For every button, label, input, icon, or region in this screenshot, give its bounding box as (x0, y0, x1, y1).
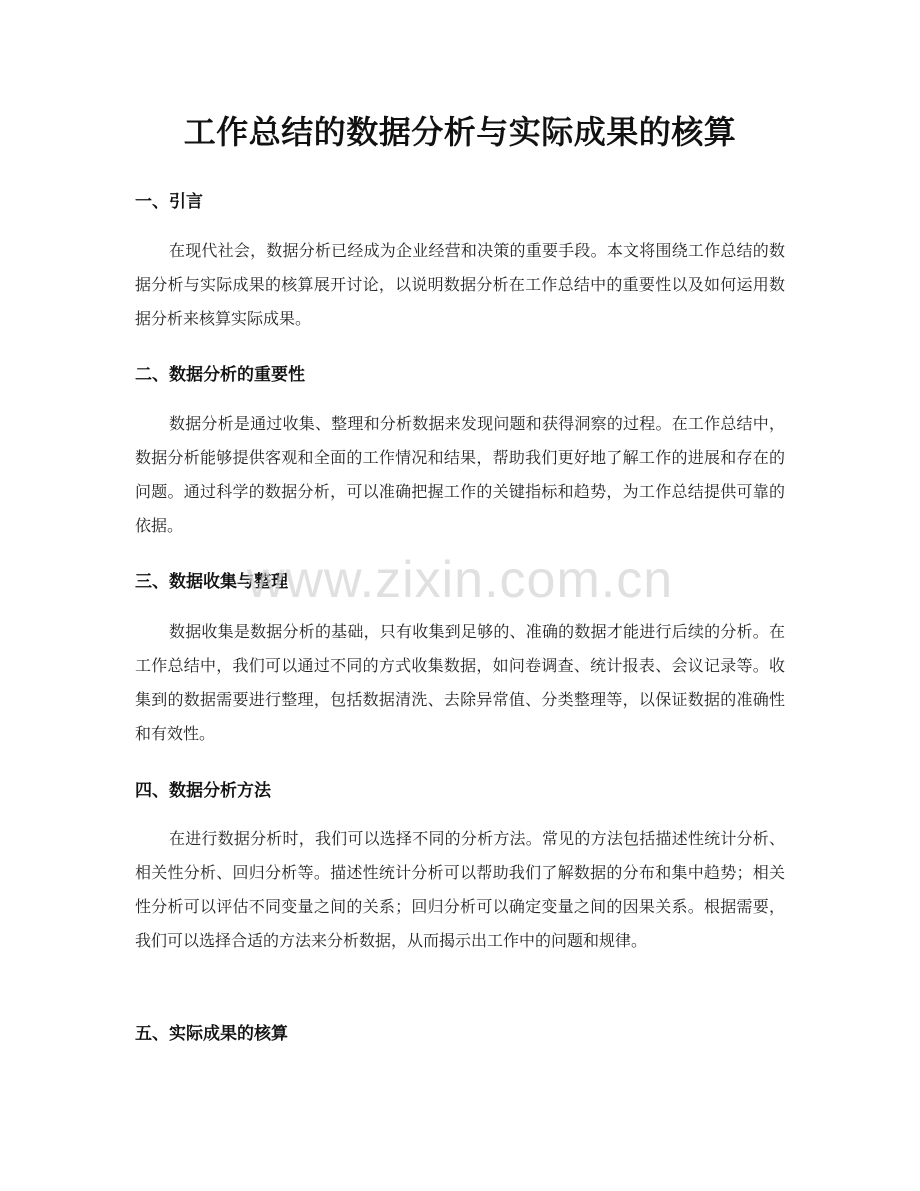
section-paragraph-introduction: 在现代社会，数据分析已经成为企业经营和决策的重要手段。本文将围绕工作总结的数据分析与实际成果的核算展开讨论，以说明数据分析在工作总结中的重要性以及如何运用数据分析来核算实际成果。 (135, 241, 785, 328)
section-heading-results: 五、实际成果的核算 (135, 1024, 288, 1044)
section-heading-introduction: 一、引言 (135, 192, 203, 212)
section-paragraph-collection: 数据收集是数据分析的基础，只有收集到足够的、准确的数据才能进行后续的分析。在工作总结中，我们可以通过不同的方式收集数据，如问卷调查、统计报表、会议记录等。收集到的数据需要进行整理，包括数据清洗、去除异常值、分类整理等，以保证数据的准确性和有效性。 (135, 622, 785, 743)
section-heading-methods: 四、数据分析方法 (135, 781, 271, 801)
section-paragraph-importance: 数据分析是通过收集、整理和分析数据来发现问题和获得洞察的过程。在工作总结中，数据分析能够提供客观和全面的工作情况和结果，帮助我们更好地了解工作的进展和存在的问题。通过科学的数据分析，可以准确把握工作的关键指标和趋势，为工作总结提供可靠的依据。 (135, 414, 785, 535)
section-heading-collection: 三、数据收集与整理 (135, 572, 288, 592)
document-title: 工作总结的数据分析与实际成果的核算 (183, 113, 737, 151)
section-heading-importance: 二、数据分析的重要性 (135, 365, 305, 385)
watermark-text: www.zixin.com.cn (246, 551, 674, 609)
section-paragraph-methods: 在进行数据分析时，我们可以选择不同的分析方法。常见的方法包括描述性统计分析、相关性分析、回归分析等。描述性统计分析可以帮助我们了解数据的分布和集中趋势；相关性分析可以评估不同变量之间的关系；回归分析可以确定变量之间的因果关系。根据需要，我们可以选择合适的方法来分析数据，从而揭示出工作中的问题和规律。 (135, 829, 785, 950)
